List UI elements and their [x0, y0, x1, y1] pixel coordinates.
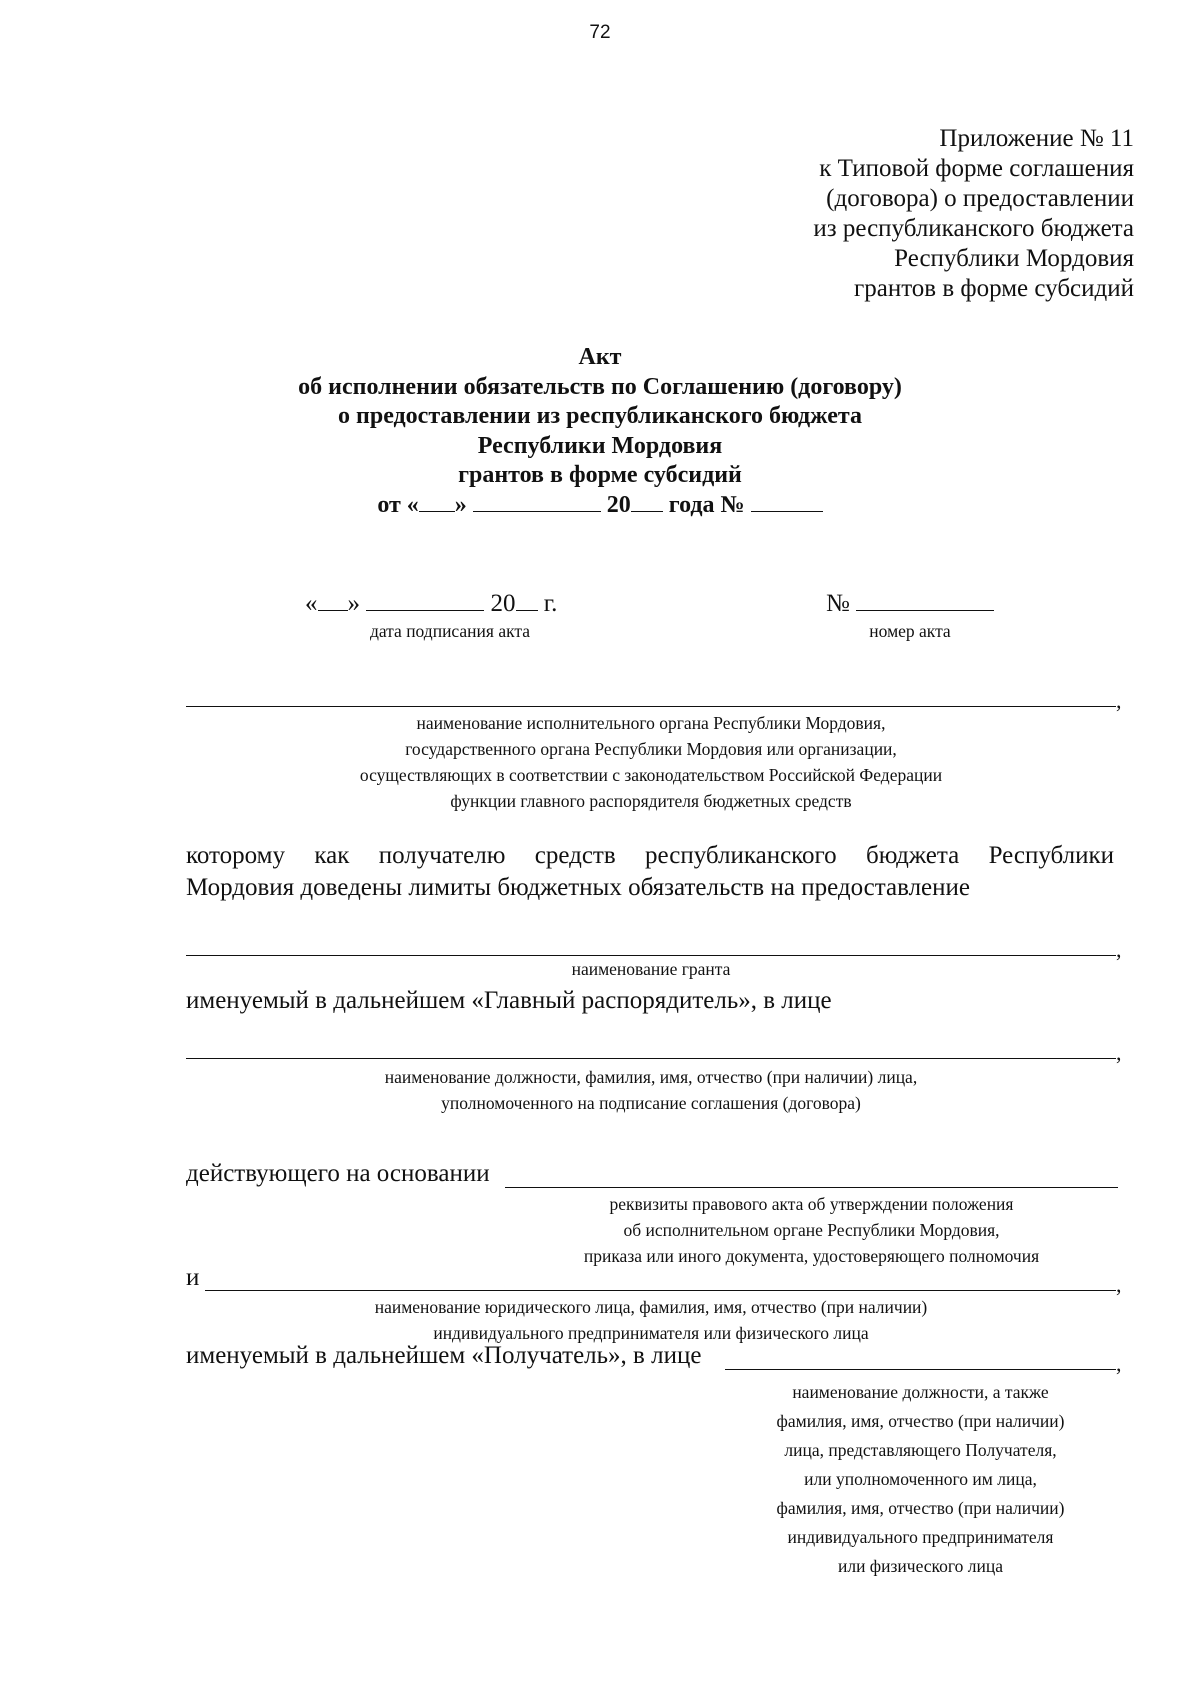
comma: ,	[1116, 1040, 1122, 1065]
caption-line: уполномоченного на подписание соглашения (договора)	[441, 1093, 861, 1113]
comma: ,	[1116, 688, 1122, 713]
signing-date	[305, 590, 557, 618]
title-year-suffix: года №	[668, 491, 745, 518]
caption-line: реквизиты правового акта об утверждении положения	[609, 1194, 1014, 1214]
caption-line: приказа или иного документа, удостоверяющего полномочия	[583, 1246, 1040, 1266]
day-blank[interactable]	[419, 493, 455, 512]
caption-line: индивидуального предпринимателя или физического лица	[433, 1323, 869, 1343]
title-year-prefix: 20	[606, 491, 631, 518]
legal-entity-line[interactable]	[205, 1290, 1116, 1291]
legal-act-caption	[505, 1191, 1118, 1269]
recipient-text: именуемый в дальнейшем «Получатель», в лице	[186, 1342, 702, 1369]
quote-open: «	[305, 590, 318, 617]
caption-line: фамилия, имя, отчество (при наличии)	[776, 1411, 1065, 1431]
caption-line: или уполномоченного им лица,	[804, 1469, 1037, 1489]
acting-text: действующего на основании	[186, 1160, 490, 1187]
organ-caption	[186, 710, 1116, 814]
caption-line: функции главного распорядителя бюджетных средств	[450, 791, 852, 811]
caption-line: или физического лица	[837, 1556, 1004, 1576]
legal-entity-caption	[186, 1294, 1116, 1346]
act-number	[826, 590, 994, 618]
title-line: Акт	[578, 344, 622, 370]
organ-name-line[interactable]	[186, 706, 1116, 707]
main-manager-text: именуемый в дальнейшем «Главный распорядитель», в лице	[186, 987, 832, 1014]
quote-close: »	[347, 590, 360, 617]
grant-caption: наименование гранта	[571, 959, 731, 979]
appendix-line: из республиканского бюджета	[813, 215, 1134, 242]
recipient-rep-line[interactable]	[725, 1369, 1116, 1370]
caption-line: лица, представляющего Получателя,	[784, 1440, 1057, 1460]
caption-line: наименование должности, а также	[792, 1382, 1049, 1402]
signing-year-suffix: г.	[543, 590, 558, 617]
signing-year-prefix: 20	[490, 590, 516, 617]
appendix-line: грантов в форме субсидий	[853, 275, 1134, 302]
recipient-paragraph-line1: которому как получателю средств республиканского бюджета Республики	[186, 842, 1114, 869]
comma: ,	[1116, 937, 1122, 962]
caption-line: осуществляющих в соответствии с законодательством Российской Федерации	[359, 765, 943, 785]
title-date-quote: »	[454, 491, 467, 518]
act-number-field[interactable]	[856, 592, 994, 611]
caption-line: фамилия, имя, отчество (при наличии)	[776, 1498, 1065, 1518]
date-caption: дата подписания акта	[369, 621, 531, 641]
comma: ,	[1116, 1351, 1122, 1376]
appendix-line: Республики Мордовия	[894, 245, 1134, 272]
page-number: 72	[589, 22, 611, 43]
official-name-line[interactable]	[186, 1058, 1116, 1059]
caption-line: об исполнительном органе Республики Мордовия,	[623, 1220, 1000, 1240]
year-blank[interactable]	[631, 493, 663, 512]
title-line: Республики Мордовия	[477, 432, 723, 459]
caption-line: наименование юридического лица, фамилия, имя, отчество (при наличии)	[374, 1297, 928, 1317]
number-sign: №	[826, 590, 850, 617]
month-blank[interactable]	[473, 493, 601, 512]
title-line: грантов в форме субсидий	[458, 462, 742, 488]
title-line: о предоставлении из республиканского бюджета	[338, 403, 862, 429]
appendix-header	[813, 124, 1134, 304]
signing-year-blank[interactable]	[516, 592, 538, 611]
title-date-prefix: от «	[377, 491, 419, 518]
appendix-line: Приложение № 11	[939, 125, 1134, 152]
and-text: и	[186, 1264, 200, 1291]
appendix-line: к Типовой форме соглашения	[819, 155, 1134, 182]
signing-month-blank[interactable]	[366, 592, 484, 611]
act-number-blank[interactable]	[751, 493, 823, 512]
legal-act-line[interactable]	[505, 1187, 1118, 1188]
caption-line: наименование должности, фамилия, имя, отчество (при наличии) лица,	[384, 1067, 918, 1087]
caption-line: индивидуального предпринимателя	[787, 1527, 1054, 1547]
recipient-rep-caption	[725, 1378, 1116, 1581]
comma: ,	[1116, 1272, 1122, 1297]
title-date-line	[0, 491, 1200, 521]
caption-line: государственного органа Республики Мордовия или организации,	[405, 739, 897, 759]
signing-day-blank[interactable]	[318, 592, 348, 611]
number-caption: номер акта	[869, 621, 951, 641]
caption-line: наименование исполнительного органа Республики Мордовия,	[416, 713, 886, 733]
recipient-paragraph-line2: Мордовия доведены лимиты бюджетных обязательств на предоставление	[186, 874, 971, 901]
official-caption	[186, 1064, 1116, 1116]
title-line: об исполнении обязательств по Соглашению (договору)	[298, 373, 902, 400]
appendix-line: (договора) о предоставлении	[826, 185, 1134, 212]
document-title	[0, 343, 1200, 520]
